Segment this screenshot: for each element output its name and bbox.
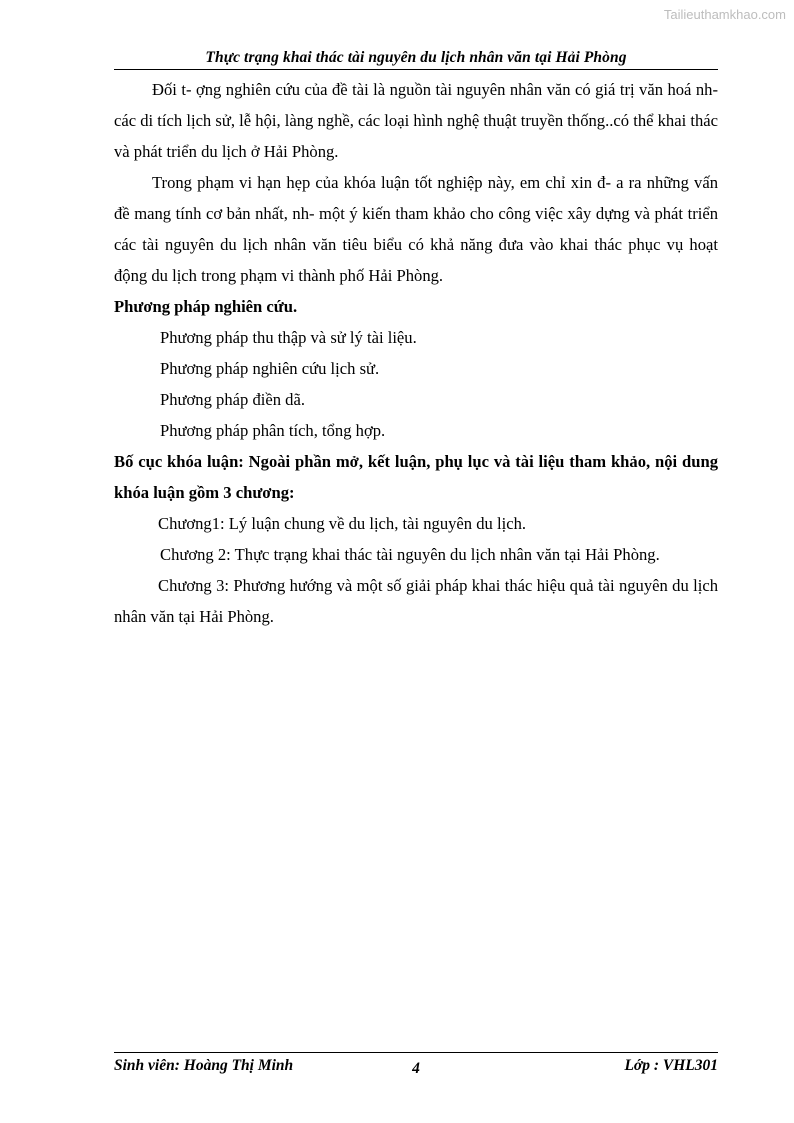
header-divider (114, 69, 718, 70)
chapter-item: Chương 3: Phương hướng và một số giải pháp khai thác hiệu quả tài nguyên du lịch nhân văn tại Hải Phòng. (114, 576, 718, 626)
methods-heading: Phương pháp nghiên cứu. (114, 297, 298, 316)
structure-heading: Bố cục khóa luận: Ngoài phần mở, kết luận, phụ lục và tài liệu tham khảo, nội dung khóa luận gồm 3 chương: (114, 452, 718, 502)
chapter-item: Chương 2: Thực trạng khai thác tài nguyên du lịch nhân văn tại Hải Phòng. (160, 545, 660, 564)
chapter-item: Chương1: Lý luận chung về du lịch, tài nguyên du lịch. (158, 514, 527, 533)
method-item: Phương pháp phân tích, tổng hợp. (160, 421, 386, 440)
method-item: Phương pháp điền dã. (160, 390, 305, 409)
paragraph-scope: Trong phạm vi hạn hẹp của khóa luận tốt nghiệp này, em chỉ xin đ- a ra những vấn đề mang tính cơ bản nhất, nh- một ý kiến tham khảo cho công việc xây dựng và phát triển các tài nguyên du lịch nhân văn tiêu biểu có khả năng đưa vào khai thác phục vụ hoạt động du lịch trong phạm vi thành phố Hải Phòng. (114, 173, 718, 285)
paragraph-research-object: Đối t- ợng nghiên cứu của đề tài là nguồn tài nguyên nhân văn có giá trị văn hoá nh- các di tích lịch sử, lễ hội, làng nghề, các loại hình nghệ thuật truyền thống..có thể khai thác và phát triển du lịch ở Hải Phòng. (114, 80, 718, 161)
page-body (114, 74, 718, 632)
footer-class: Lớp : VHL301 (624, 1057, 718, 1074)
footer-divider (114, 1052, 718, 1053)
footer-page-number: 4 (412, 1060, 420, 1077)
footer-student: Sinh viên: Hoàng Thị Minh (114, 1057, 294, 1074)
method-item: Phương pháp thu thập và sử lý tài liệu. (160, 328, 417, 347)
watermark: Tailieuthamkhao.com (663, 7, 786, 22)
method-item: Phương pháp nghiên cứu lịch sử. (160, 359, 380, 378)
running-header: Thực trạng khai thác tài nguyên du lịch nhân văn tại Hải Phòng (205, 49, 627, 66)
page-footer (114, 1057, 718, 1081)
